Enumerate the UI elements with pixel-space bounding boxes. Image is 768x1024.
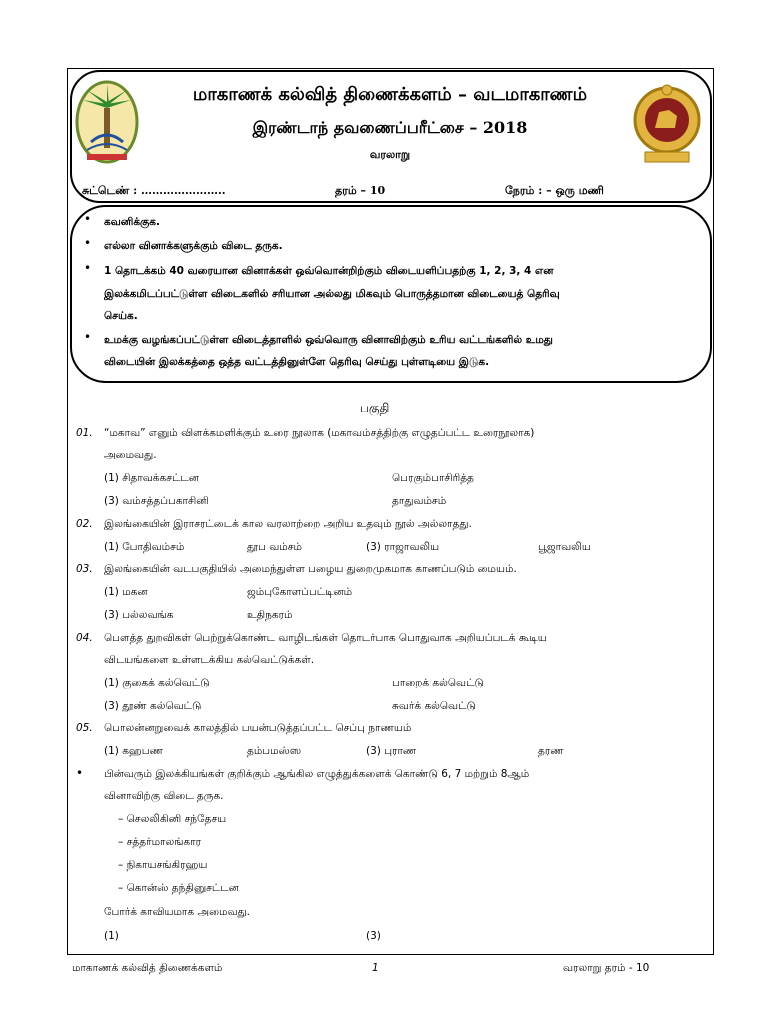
option: (3) தூண் கல்வெட்டு xyxy=(104,700,202,712)
instruction-line: 1 தொடக்கம் 40 வரையான வினாக்கள் ஒவ்வொன்றிற்கும் விடையளிப்பதற்கு 1, 2, 3, 4 என xyxy=(104,265,554,277)
instruction-line: எல்லா வினாக்களுக்கும் விடை தருக. xyxy=(104,240,283,252)
question-number: 03. xyxy=(76,563,93,575)
question-text: “மகாவ” எனும் விளக்கமளிக்கும் உரை நூலாக (மகாவம்சத்திற்கு எழுதப்பட்ட உரைநூலாக) xyxy=(104,427,535,439)
question-text: அமைவது. xyxy=(104,449,157,461)
section-title: பகுதி xyxy=(360,401,390,415)
option: (1) போதிவம்சம் xyxy=(104,541,185,553)
option: தரண xyxy=(538,745,564,757)
question-text: பௌத்த துறவிகள் பெற்றுக்கொண்ட வாழிடங்கள் தொடர்பாக பொதுவாக அறியப்படக் கூடிய xyxy=(104,632,547,644)
time-label: நேரம் : – ஒரு மணி xyxy=(505,184,604,197)
option: சுவர்க் கல்வெட்டு xyxy=(392,700,476,712)
option: (1) சிதாவக்கசட்டன xyxy=(104,472,199,484)
option: தாதுவம்சம் xyxy=(392,495,447,507)
sri-lanka-emblem-icon xyxy=(631,82,703,168)
literature-item: – சத்தர்மாலங்கார xyxy=(118,836,202,848)
question-text: விடயங்களை உள்ளடக்கிய கல்வெட்டுக்கள். xyxy=(104,654,315,666)
question-text: பொலன்னறுவைக் காலத்தில் பயன்படுத்தப்பட்ட செப்பு நாணயம் xyxy=(104,722,412,734)
bullet-icon: • xyxy=(84,236,92,250)
footer-department: மாகாணக் கல்வித் திணைக்களம் xyxy=(72,962,223,974)
instruction-line: செய்க. xyxy=(104,310,138,322)
option: ஜம்புகோளப்பட்டினம் xyxy=(247,586,353,598)
option: (1) மகன xyxy=(104,586,148,598)
option: (3) புராண xyxy=(366,745,417,757)
footer-subject: வரலாறு தரம் - 10 xyxy=(563,962,650,974)
option: (1) கஹபண xyxy=(104,745,163,757)
bullet-icon: • xyxy=(76,766,84,780)
question-number: 05. xyxy=(76,722,93,734)
bullet-icon: • xyxy=(84,330,92,344)
grade-label: தரம் – 10 xyxy=(335,184,386,197)
bullet-icon: • xyxy=(84,261,92,275)
option: பாறைக் கல்வெட்டு xyxy=(392,677,484,689)
option: (1) xyxy=(104,930,119,942)
department-title: மாகாணக் கல்வித் திணைக்களம் – வடமாகாணம் xyxy=(192,84,588,105)
exam-title: இரண்டாந் தவணைப்பரீட்சை – 2018 xyxy=(252,118,528,137)
question-text: இலங்கையின் இராசரட்டைக் கால வரலாற்றை அறிய உதவும் நூல் அல்லாதது. xyxy=(104,518,472,530)
group-instruction: பின்வரும் இலக்கியங்கள் குறிக்கும் ஆங்கில எழுத்துக்களைக் கொண்டு 6, 7 மற்றும் 8ஆம் xyxy=(104,768,530,780)
instruction-line: விடையின் இலக்கத்தை ஒத்த வட்டத்தினுள்ளே தெரிவு செய்து புள்ளடியை இடுக. xyxy=(104,356,490,368)
option: பூஜாவலிய xyxy=(538,541,591,553)
page-number: 1 xyxy=(372,962,379,974)
question-number: 01. xyxy=(76,427,93,439)
question-number: 02. xyxy=(76,518,93,530)
northern-province-emblem-icon xyxy=(73,78,141,166)
option: (3) பல்லவங்க xyxy=(104,609,174,621)
question-text: இலங்கையின் வடபகுதியில் அமைந்துள்ள பழைய துறைமுகமாக காணப்படும் மையம். xyxy=(104,563,517,575)
instruction-line: கவனிக்குக. xyxy=(104,216,161,228)
index-number-field: சுட்டெண் : ………………….. xyxy=(82,184,226,197)
option: (1) குகைக் கல்வெட்டு xyxy=(104,677,210,689)
question-text: போர்க் காவியமாக அமைவது. xyxy=(104,906,250,918)
literature-item: – கொன்ஸ் தந்தினுசட்டன xyxy=(118,882,239,894)
option: உதிநகரம் xyxy=(247,609,293,621)
literature-item: – நிகாயசங்கிரஹய xyxy=(118,859,208,871)
group-instruction: வினாவிற்கு விடை தருக. xyxy=(104,790,224,802)
subject-title: வரலாறு xyxy=(369,148,411,161)
option: (3) ராஜாவலிய xyxy=(366,541,440,553)
option: தூப வம்சம் xyxy=(247,541,302,553)
option: தம்பமஸ்ஸ xyxy=(247,745,302,757)
bullet-icon: • xyxy=(84,212,92,226)
option: (3) வம்சத்தப்பகாசினி xyxy=(104,495,209,507)
question-number: 04. xyxy=(76,632,93,644)
option: (3) xyxy=(366,930,381,942)
option: பெரகும்பாசிரித்த xyxy=(392,472,474,484)
instruction-line: உமக்கு வழங்கப்பட்டுள்ள விடைத்தாளில் ஒவ்வொரு வினாவிற்கும் உரிய வட்டங்களில் உமது xyxy=(104,334,553,346)
instruction-line: இலக்கமிடப்பட்டுள்ள விடைகளில் சரியான அல்லது மிகவும் பொருத்தமான விடையைத் தெரிவு xyxy=(104,288,560,300)
literature-item: – செலலிகினி சந்தேசய xyxy=(118,813,227,825)
